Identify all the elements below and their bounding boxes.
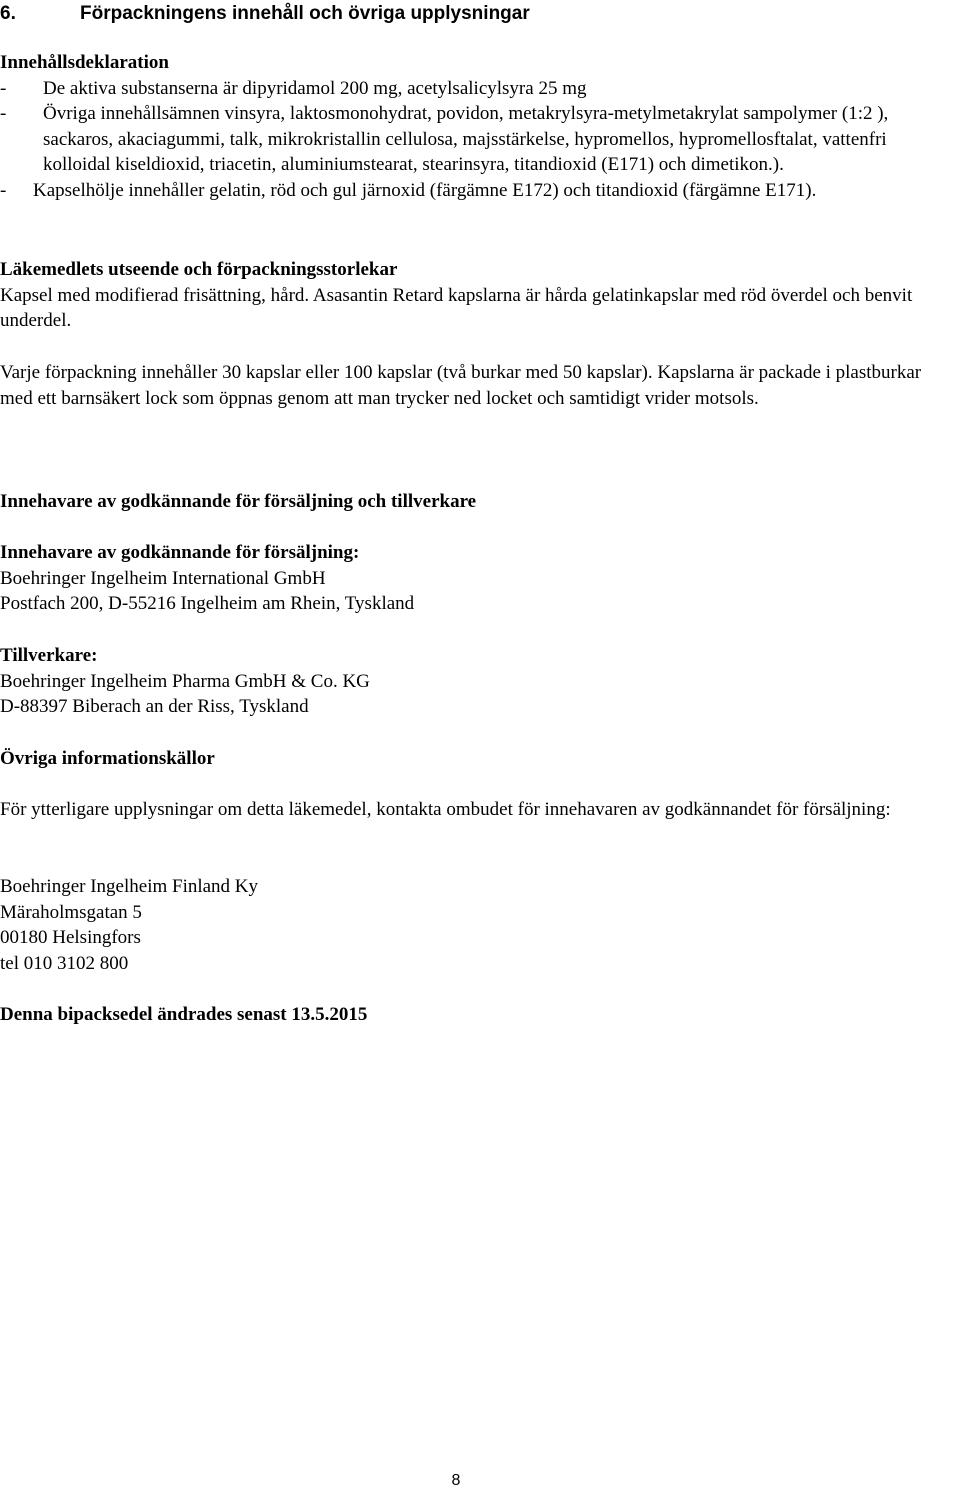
pack-text: Varje förpackning innehåller 30 kapslar eller 100 kapslar (två burkar med 50 kapslar). Kapslarna är packade i plastburkar med ett barnsäkert lock som öppnas genom att man trycker ned locket och samtidigt vrider motsols. (0, 362, 922, 409)
contents-section (0, 50, 958, 203)
section-title: Förpackningens innehåll och övriga upplysningar (80, 3, 530, 24)
revision-section (0, 1002, 958, 1028)
contents-item (0, 178, 958, 204)
other-info-text-block (0, 797, 958, 823)
pack-section (0, 360, 958, 411)
contact-line: Märaholmsgatan 5 (0, 901, 142, 923)
contents-item-text: Kapselhölje innehåller gelatin, röd och gul järnoxid (färgämne E172) och titandioxid (färgämne E171). (33, 179, 817, 201)
revision-date: Denna bipacksedel ändrades senast 13.5.2015 (0, 1004, 368, 1025)
manufacturer-line: Boehringer Ingelheim Pharma GmbH & Co. KG (0, 670, 370, 692)
holder-heading: Innehavare av godkännande för försäljning och tillverkare (0, 491, 477, 512)
mah-line: Postfach 200, D-55216 Ingelheim am Rhein, Tyskland (0, 593, 415, 614)
bullet-dash: - (0, 179, 7, 201)
mah-line: Boehringer Ingelheim International GmbH (0, 567, 326, 589)
bullet-dash: - (0, 103, 7, 124)
contents-heading: Innehållsdeklaration (0, 52, 169, 73)
mah-section (0, 540, 958, 617)
other-info-text: För ytterligare upplysningar om detta läkemedel, kontakta ombudet för innehavaren av godkännandet för försäljning: (0, 799, 891, 820)
bullet-dash: - (0, 77, 7, 99)
manufacturer-section (0, 643, 958, 720)
section-heading (0, 1, 530, 27)
appearance-section (0, 257, 958, 334)
appearance-heading: Läkemedlets utseende och förpackningsstorlekar (0, 259, 398, 280)
appearance-text: Kapsel med modifierad frisättning, hård. Asasantin Retard kapslarna är hårda gelatinkapslar med röd överdel och benvit underdel. (0, 284, 913, 331)
contents-item (0, 76, 958, 102)
contact-section (0, 874, 958, 976)
other-info-section (0, 746, 958, 772)
section-number: 6. (0, 3, 16, 24)
manufacturer-line: D-88397 Biberach an der Riss, Tyskland (0, 696, 309, 717)
contact-line: Boehringer Ingelheim Finland Ky (0, 876, 259, 897)
page-number: 8 (451, 1472, 461, 1489)
mah-heading: Innehavare av godkännande för försäljning: (0, 542, 360, 563)
holder-section (0, 489, 958, 515)
contents-item-text: Övriga innehållsämnen vinsyra, laktosmonohydrat, povidon, metakrylsyra-metylmetakrylat sampolymer (1:2 ), sackaros, akaciagummi, talk, mikrokristallin cellulosa, majsstärkelse, hypromellos, hypromellosftalat, vattenfri kolloidal kiseldioxid, triacetin, aluminiumstearat, stearinsyra, titandioxid (E171) och dimetikon.). (43, 103, 889, 175)
manufacturer-heading: Tillverkare: (0, 645, 98, 666)
contents-item (0, 101, 958, 178)
contents-item-text: De aktiva substanserna är dipyridamol 200 mg, acetylsalicylsyra 25 mg (43, 77, 587, 99)
other-info-heading: Övriga informationskällor (0, 748, 215, 769)
contact-line: tel 010 3102 800 (0, 952, 129, 974)
contact-line: 00180 Helsingfors (0, 927, 141, 948)
